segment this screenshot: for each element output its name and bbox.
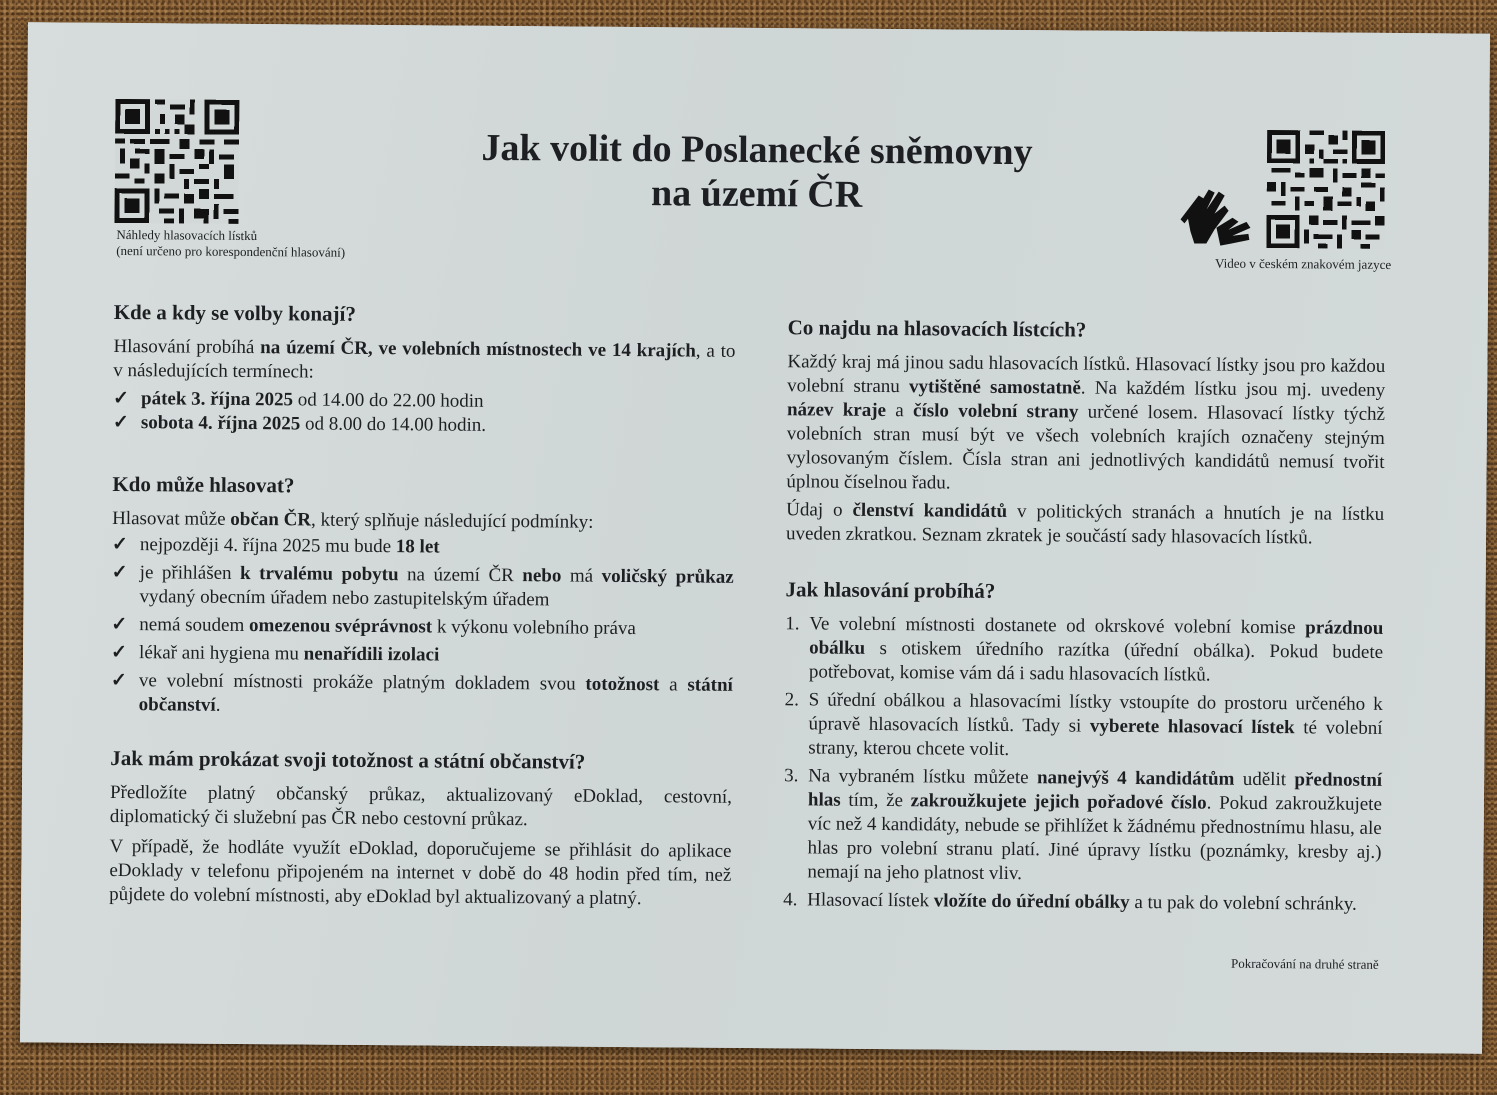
check-mark-icon: ✓ — [111, 533, 128, 556]
step-number: 2. — [784, 689, 800, 711]
text-run-bold: státní občanství — [138, 674, 733, 716]
page-title — [407, 125, 1108, 218]
step-number: 3. — [784, 765, 799, 787]
section-heading: Kde a kdy se volby konají? — [113, 299, 356, 326]
date-list — [113, 387, 735, 440]
condition-item — [112, 533, 734, 562]
identity-paragraph-1: Předložíte platný občanský průkaz, aktualizovaný eDoklad, cestovní, diplomatický či služební pas ČR nebo cestovní průkaz. — [109, 781, 733, 831]
text-run: ve volební místnosti prokáže platným dokladem svou — [138, 670, 586, 695]
qr-right-caption: Video v českém znakovém jazyce — [1215, 255, 1392, 272]
text-run: Hlasování probíhá — [113, 335, 261, 359]
text-run: od 8.00 do 14.00 hodin. — [300, 413, 487, 436]
text-run-bold: vyberete hlasovací lístek — [1089, 715, 1295, 739]
text-run: k výkonu volebního práva — [432, 616, 636, 640]
section-where-when — [113, 299, 736, 476]
section-identity-proof — [109, 745, 732, 912]
text-run: Na vybraném lístku můžete — [808, 765, 1038, 789]
text-run: nejpozději 4. října 2025 mu bude — [139, 534, 396, 558]
text-run-bold: přednostní hlas — [807, 769, 1383, 811]
text-run-bold: 18 let — [395, 536, 440, 558]
qr-left-caption — [116, 227, 436, 262]
section-heading: Co najdu na hlasovacích lístcích? — [787, 315, 1087, 342]
section-who-can-vote — [110, 471, 734, 750]
voting-step — [784, 688, 1383, 765]
text-run-bold: omezenou svéprávnost — [248, 615, 433, 638]
condition-list — [111, 533, 734, 722]
text-run-bold: prázdnou obálku — [809, 617, 1384, 659]
condition-item — [111, 561, 733, 614]
text-run-bold: číslo volební strany — [912, 400, 1079, 423]
text-run-bold: k trvalému pobytu — [240, 562, 399, 586]
continued-on-back-note: Pokračování na druhé straně — [1230, 955, 1379, 972]
ballot-instruction-sheet — [20, 22, 1490, 1053]
text-run: , který splňuje následující podmínky: — [310, 509, 594, 533]
text-run: Údaj o — [786, 499, 853, 521]
text-run: , a to v následujících termínech: — [113, 340, 736, 383]
text-run-bold: na území ČR, ve volebních místnostech ve 14 krajích — [260, 337, 696, 362]
text-run-bold: vložíte do úřední obálky — [933, 890, 1130, 913]
date-item-saturday — [113, 411, 735, 440]
left-column — [109, 299, 736, 912]
page-title-line1: Jak volit do Poslanecké sněmovny — [481, 126, 1033, 174]
text-run: v politických stranách a hnutích je na lístku uveden zkratkou. Seznam zkratek je součástí sady hlasovacích lístků. — [785, 500, 1385, 549]
text-run: nemá soudem — [139, 614, 250, 637]
step-number: 4. — [783, 889, 798, 911]
identity-paragraph-2: V případě, že hodláte využít eDoklad, doporučujeme se přihlásit do aplikace eDoklady v telefonu připojeném na internet v době do 48 hodin před tím, než půjdete do volební místnosti, aby eDoklad byl aktualizovaný a platný. — [109, 835, 732, 910]
text-run: je přihlášen — [139, 562, 241, 584]
qr-code-icon — [114, 99, 239, 224]
voting-steps-list — [783, 612, 1383, 917]
check-mark-icon: ✓ — [110, 669, 127, 692]
section-ballot-contents — [786, 314, 1386, 581]
text-run: s otiskem úředního razítka (úřední obálka). Pokud budete potřebovat, komise vám dá i sadu hlasovacích lístků. — [808, 637, 1384, 686]
text-run: té volební strany, kterou chcete volit. — [808, 717, 1383, 761]
text-run-bold: totožnost — [585, 673, 660, 696]
text-run: vydaný obecním úřadem nebo zastupitelským úřadem — [139, 586, 550, 611]
text-run: . Na každém lístku jsou mj. uvedeny — [1080, 377, 1386, 401]
text-run-bold: vytištěné samostatně — [908, 376, 1081, 399]
text-run: má — [561, 565, 602, 587]
voting-step — [783, 888, 1381, 917]
section-heading: Jak mám prokázat svoji totožnost a státní občanství? — [110, 745, 586, 774]
where-when-text — [113, 335, 735, 388]
text-run: od 14.00 do 22.00 hodin — [292, 389, 484, 412]
sign-language-hands-icon — [1176, 181, 1257, 252]
text-run: S úřední obálkou a hlasovacími lístky vstoupíte do prostoru určeného k úpravě hlasovacích lístků. Tady si — [808, 689, 1383, 737]
condition-item — [111, 613, 733, 642]
text-run-bold: nanejvýš 4 kandidátům — [1036, 767, 1235, 790]
qr-left-caption-line1: Náhledy hlasovacích lístků — [116, 226, 258, 244]
qr-code-ballot-preview[interactable] — [114, 99, 239, 224]
condition-item — [111, 669, 733, 722]
text-run: a — [885, 400, 914, 422]
text-run: Hlasovat může — [112, 507, 231, 530]
voting-step — [783, 764, 1382, 889]
text-run-bold: členství kandidátů — [852, 499, 1008, 522]
check-mark-icon: ✓ — [111, 561, 128, 584]
qr-left-caption-line2: (není určeno pro korespondenční hlasování) — [116, 242, 346, 260]
section-heading: Jak hlasování probíhá? — [785, 577, 996, 603]
condition-item — [111, 641, 733, 670]
text-run-bold: název kraje — [786, 399, 887, 422]
right-column — [783, 314, 1386, 921]
step-number: 1. — [785, 613, 800, 635]
text-run-bold: zakroužkujete jejich pořadové číslo — [910, 790, 1207, 814]
ballot-contents-paragraph-1 — [786, 350, 1385, 499]
check-mark-icon: ✓ — [110, 641, 128, 664]
page-title-line2: na území ČR — [650, 172, 863, 216]
text-run: tím, že — [840, 789, 911, 812]
text-run: . Pokud zakroužkujete víc než 4 kandidáty, nebude se přihlížet k žádnému přednostnímu hlasu, ale hlas pro volební stranu platí. Jiné úpravy lístku (poznámky, kresby aj.) nemají na jeho platnost vliv. — [807, 792, 1383, 885]
check-mark-icon: ✓ — [112, 387, 130, 410]
qr-code-sign-language-video[interactable] — [1266, 130, 1385, 249]
text-run: a — [659, 674, 688, 696]
ballot-contents-paragraph-2 — [786, 498, 1384, 551]
text-run: Ve volební místnosti dostanete od okrskové volební komise — [809, 613, 1306, 639]
text-run: a tu pak do volební schránky. — [1129, 891, 1357, 915]
section-heading: Kdo může hlasovat? — [112, 471, 295, 498]
check-mark-icon: ✓ — [112, 411, 129, 434]
text-run: na území ČR — [398, 564, 523, 587]
text-run-bold: nebo — [522, 565, 562, 587]
voting-step — [785, 612, 1384, 689]
section-voting-process — [783, 576, 1384, 917]
text-run-bold: sobota 4. října 2025 — [140, 412, 301, 435]
text-run-bold: pátek 3. října 2025 — [140, 388, 294, 411]
text-run-bold: voličský průkaz — [601, 565, 734, 588]
text-run: . — [215, 694, 221, 716]
text-run-bold: nenařídili izolaci — [303, 643, 440, 666]
text-run: lékař ani hygiena mu — [138, 642, 304, 665]
check-mark-icon: ✓ — [111, 613, 128, 636]
text-run: Každý kraj má jinou sadu hlasovacích lístků. Hlasovací lístky jsou pro každou volební stranu — [787, 351, 1386, 398]
text-run: určené losem. Hlasovací lístky týchž volebních stran musí být ve všech volebních krajích označeny stejným vylosovaným číslem. Čísla stran ani jednotlivých kandidátů nemusí tvořit úplnou číselnou řadu. — [786, 401, 1386, 494]
qr-code-icon — [1266, 130, 1385, 249]
text-run: Hlasovací lístek — [807, 889, 934, 912]
text-run: udělit — [1234, 768, 1295, 791]
text-run-bold: občan ČR — [230, 508, 312, 531]
who-can-vote-intro — [112, 507, 734, 536]
